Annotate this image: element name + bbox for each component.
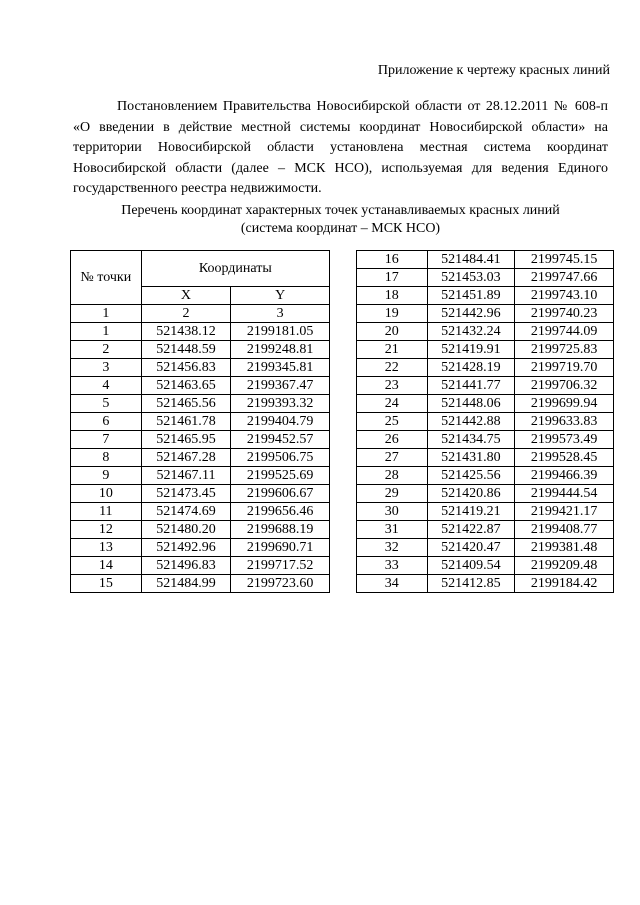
y-coordinate-cell: 2199345.81 xyxy=(231,359,330,377)
x-coordinate-cell: 521474.69 xyxy=(141,503,231,521)
y-coordinate-cell: 2199408.77 xyxy=(515,521,614,539)
point-number-cell: 25 xyxy=(357,413,428,431)
x-coordinate-cell: 521442.88 xyxy=(427,413,515,431)
x-coordinate-cell: 521496.83 xyxy=(141,557,231,575)
y-coordinate-cell: 2199452.57 xyxy=(231,431,330,449)
y-coordinate-cell: 2199404.79 xyxy=(231,413,330,431)
point-number-cell: 27 xyxy=(357,449,428,467)
table-row xyxy=(71,413,330,431)
point-number-cell: 1 xyxy=(71,323,142,341)
point-number-cell: 20 xyxy=(357,323,428,341)
y-coordinate-cell: 2199706.32 xyxy=(515,377,614,395)
y-coordinate-cell: 2199209.48 xyxy=(515,557,614,575)
x-coordinate-cell: 521442.96 xyxy=(427,305,515,323)
y-coordinate-cell: 2199181.05 xyxy=(231,323,330,341)
table-row xyxy=(357,485,614,503)
point-number-cell: 34 xyxy=(357,575,428,593)
coordinates-table-left xyxy=(70,250,330,593)
y-coordinate-cell: 2199248.81 xyxy=(231,341,330,359)
x-coordinate-cell: 521473.45 xyxy=(141,485,231,503)
x-coordinate-cell: 521461.78 xyxy=(141,413,231,431)
table-row xyxy=(357,305,614,323)
point-number-cell: 8 xyxy=(71,449,142,467)
caption-line-1: Перечень координат характерных точек устанавливаемых красных линий xyxy=(121,203,560,218)
y-coordinate-cell: 2199393.32 xyxy=(231,395,330,413)
y-coordinate-cell: 2199606.67 xyxy=(231,485,330,503)
table-row xyxy=(357,431,614,449)
table-row xyxy=(71,449,330,467)
point-number-cell: 18 xyxy=(357,287,428,305)
x-coordinate-cell: 521420.47 xyxy=(427,539,515,557)
table-row xyxy=(71,575,330,593)
table-row xyxy=(71,485,330,503)
point-number-cell: 30 xyxy=(357,503,428,521)
y-coordinate-cell: 2199367.47 xyxy=(231,377,330,395)
y-coordinate-cell: 2199690.71 xyxy=(231,539,330,557)
coordinates-header: Координаты xyxy=(141,251,329,287)
x-coordinate-cell: 521484.41 xyxy=(427,251,515,269)
point-number-header: № точки xyxy=(71,251,142,305)
table-row xyxy=(71,341,330,359)
point-number-cell: 28 xyxy=(357,467,428,485)
table-row xyxy=(71,395,330,413)
point-number-cell: 5 xyxy=(71,395,142,413)
table-row xyxy=(357,341,614,359)
point-number-cell: 31 xyxy=(357,521,428,539)
table-row xyxy=(357,467,614,485)
y-coordinate-cell: 2199740.23 xyxy=(515,305,614,323)
point-number-cell: 12 xyxy=(71,521,142,539)
x-coordinate-cell: 521465.56 xyxy=(141,395,231,413)
x-coordinate-cell: 521484.99 xyxy=(141,575,231,593)
table-row xyxy=(71,503,330,521)
table-row xyxy=(71,377,330,395)
table-row xyxy=(357,449,614,467)
y-coordinate-cell: 2199699.94 xyxy=(515,395,614,413)
table-row xyxy=(71,467,330,485)
table-caption xyxy=(73,202,608,238)
point-number-cell: 17 xyxy=(357,269,428,287)
table-row xyxy=(357,521,614,539)
x-coordinate-cell: 521420.86 xyxy=(427,485,515,503)
point-number-cell: 3 xyxy=(71,359,142,377)
point-number-cell: 15 xyxy=(71,575,142,593)
table-row xyxy=(357,269,614,287)
y-coordinate-cell: 2199688.19 xyxy=(231,521,330,539)
x-coordinate-cell: 521451.89 xyxy=(427,287,515,305)
table-row xyxy=(71,557,330,575)
point-number-cell: 21 xyxy=(357,341,428,359)
table-row xyxy=(71,359,330,377)
table-row xyxy=(357,323,614,341)
table-row xyxy=(357,539,614,557)
point-number-cell: 26 xyxy=(357,431,428,449)
point-number-cell: 19 xyxy=(357,305,428,323)
left-table-body xyxy=(71,323,330,593)
y-coordinate-cell: 2199421.17 xyxy=(515,503,614,521)
point-number-cell: 11 xyxy=(71,503,142,521)
x-coordinate-cell: 521419.21 xyxy=(427,503,515,521)
x-coordinate-cell: 521456.83 xyxy=(141,359,231,377)
table-row xyxy=(357,395,614,413)
y-coordinate-cell: 2199528.45 xyxy=(515,449,614,467)
x-coordinate-cell: 521438.12 xyxy=(141,323,231,341)
y-coordinate-cell: 2199717.52 xyxy=(231,557,330,575)
table-row xyxy=(357,413,614,431)
x-coordinate-cell: 521480.20 xyxy=(141,521,231,539)
point-number-cell: 9 xyxy=(71,467,142,485)
x-coordinate-cell: 521448.59 xyxy=(141,341,231,359)
x-coordinate-cell: 521428.19 xyxy=(427,359,515,377)
point-number-cell: 33 xyxy=(357,557,428,575)
table-row xyxy=(357,287,614,305)
x-coordinate-cell: 521432.24 xyxy=(427,323,515,341)
y-coordinate-cell: 2199633.83 xyxy=(515,413,614,431)
table-row xyxy=(357,575,614,593)
point-number-cell: 10 xyxy=(71,485,142,503)
point-number-cell: 16 xyxy=(357,251,428,269)
column-number-2: 2 xyxy=(141,305,231,323)
point-number-cell: 22 xyxy=(357,359,428,377)
table-row xyxy=(357,557,614,575)
point-number-cell: 13 xyxy=(71,539,142,557)
x-coordinate-cell: 521441.77 xyxy=(427,377,515,395)
point-number-cell: 2 xyxy=(71,341,142,359)
y-coordinate-cell: 2199525.69 xyxy=(231,467,330,485)
x-coordinate-cell: 521409.54 xyxy=(427,557,515,575)
x-coordinate-cell: 521448.06 xyxy=(427,395,515,413)
point-number-cell: 24 xyxy=(357,395,428,413)
y-coordinate-cell: 2199656.46 xyxy=(231,503,330,521)
y-coordinate-cell: 2199725.83 xyxy=(515,341,614,359)
caption-line-2: (система координат – МСК НСО) xyxy=(240,221,441,236)
x-coordinate-cell: 521453.03 xyxy=(427,269,515,287)
coordinates-table-right xyxy=(356,250,614,593)
table-row xyxy=(357,503,614,521)
table-row xyxy=(357,359,614,377)
point-number-cell: 14 xyxy=(71,557,142,575)
y-coordinate-cell: 2199506.75 xyxy=(231,449,330,467)
table-row xyxy=(71,521,330,539)
y-coordinate-cell: 2199723.60 xyxy=(231,575,330,593)
table-row xyxy=(71,323,330,341)
y-coordinate-cell: 2199444.54 xyxy=(515,485,614,503)
x-coordinate-cell: 521467.11 xyxy=(141,467,231,485)
point-number-cell: 29 xyxy=(357,485,428,503)
x-coordinate-cell: 521434.75 xyxy=(427,431,515,449)
point-number-cell: 32 xyxy=(357,539,428,557)
point-number-cell: 7 xyxy=(71,431,142,449)
intro-paragraph: Постановлением Правительства Новосибирской области от 28.12.2011 № 608-п «О введении в действие местной системы координат Новосибирской области» на территории Новосибирской области установлена местная система координат Новосибирской области (далее – МСК НСО), используемая для ведения Единого государственного реестра недвижимости. xyxy=(73,99,608,196)
x-coordinate-cell: 521425.56 xyxy=(427,467,515,485)
y-header: Y xyxy=(231,287,330,305)
y-coordinate-cell: 2199745.15 xyxy=(515,251,614,269)
y-coordinate-cell: 2199743.10 xyxy=(515,287,614,305)
x-coordinate-cell: 521431.80 xyxy=(427,449,515,467)
y-coordinate-cell: 2199184.42 xyxy=(515,575,614,593)
appendix-heading: Приложение к чертежу красных линий xyxy=(377,63,610,78)
point-number-cell: 23 xyxy=(357,377,428,395)
y-coordinate-cell: 2199719.70 xyxy=(515,359,614,377)
right-table-body xyxy=(357,251,614,593)
point-number-cell: 4 xyxy=(71,377,142,395)
column-number-3: 3 xyxy=(231,305,330,323)
point-number-cell: 6 xyxy=(71,413,142,431)
x-coordinate-cell: 521422.87 xyxy=(427,521,515,539)
y-coordinate-cell: 2199466.39 xyxy=(515,467,614,485)
x-header: X xyxy=(141,287,231,305)
x-coordinate-cell: 521463.65 xyxy=(141,377,231,395)
y-coordinate-cell: 2199744.09 xyxy=(515,323,614,341)
y-coordinate-cell: 2199381.48 xyxy=(515,539,614,557)
table-row xyxy=(71,431,330,449)
column-number-1: 1 xyxy=(71,305,142,323)
x-coordinate-cell: 521419.91 xyxy=(427,341,515,359)
y-coordinate-cell: 2199747.66 xyxy=(515,269,614,287)
x-coordinate-cell: 521492.96 xyxy=(141,539,231,557)
x-coordinate-cell: 521465.95 xyxy=(141,431,231,449)
x-coordinate-cell: 521412.85 xyxy=(427,575,515,593)
y-coordinate-cell: 2199573.49 xyxy=(515,431,614,449)
table-row xyxy=(357,251,614,269)
table-row xyxy=(71,539,330,557)
table-row xyxy=(357,377,614,395)
x-coordinate-cell: 521467.28 xyxy=(141,449,231,467)
